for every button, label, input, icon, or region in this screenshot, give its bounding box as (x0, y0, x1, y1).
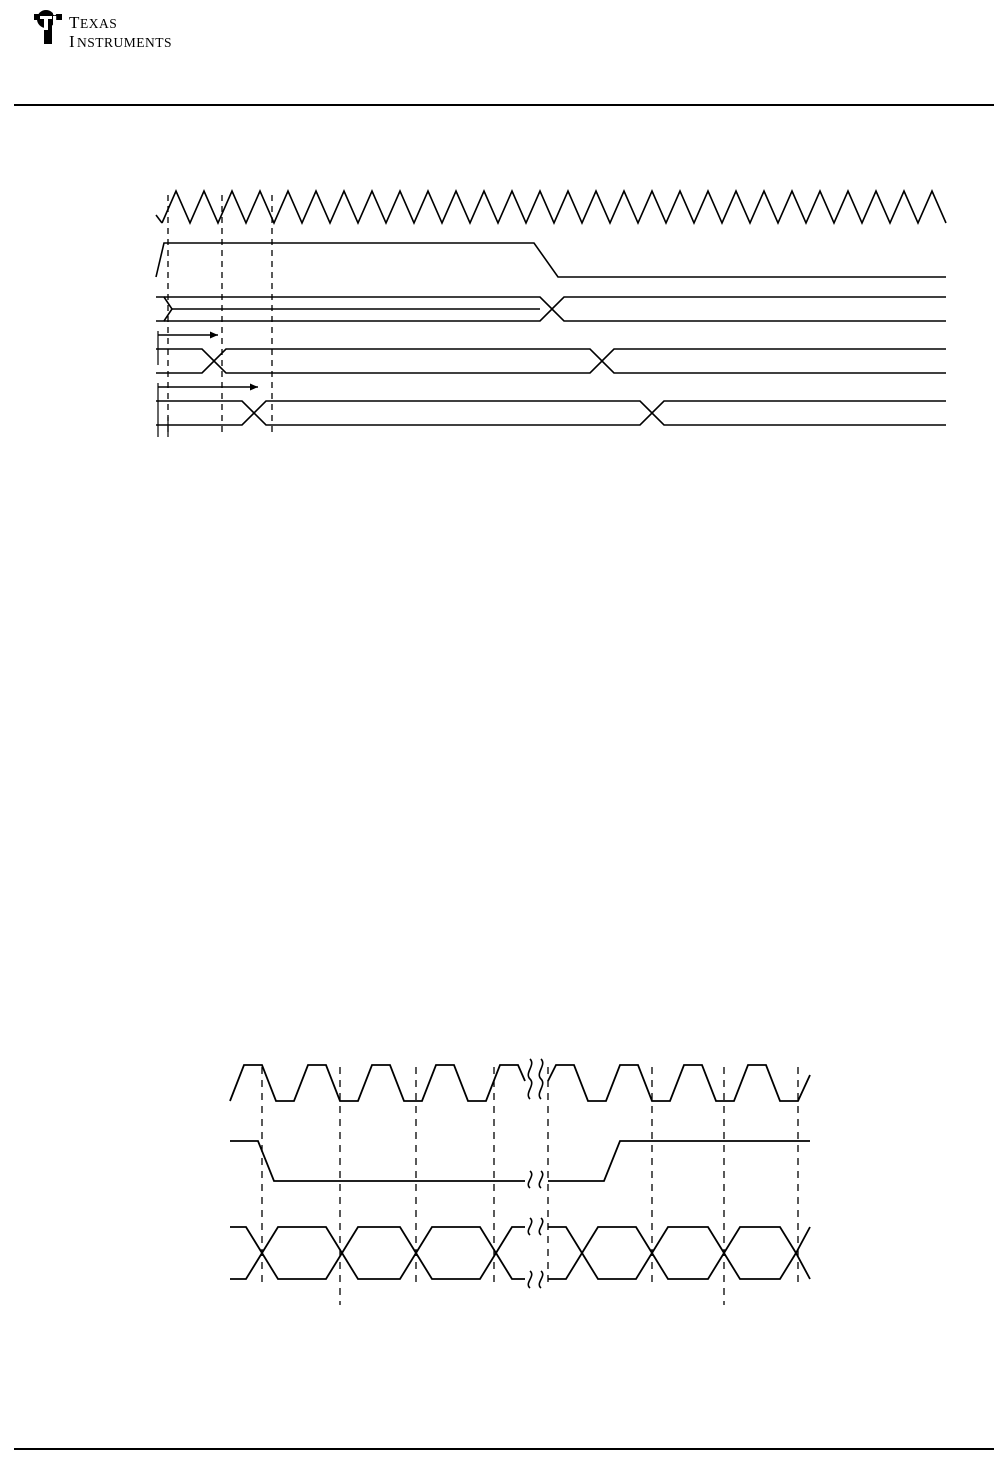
ti-wordmark (69, 13, 172, 51)
header-divider (14, 104, 994, 106)
signal-strobe-level (230, 1141, 810, 1188)
svg-text:T: T (69, 13, 80, 32)
svg-text:EXAS: EXAS (80, 16, 118, 31)
signal-enable-level (156, 243, 946, 277)
baseline-ticks (158, 417, 168, 437)
signal-bus-2 (156, 349, 946, 373)
timing-diagram-bottom (200, 1015, 880, 1315)
signal-clock-waveform-2 (230, 1059, 810, 1101)
signal-clock-waveform (156, 191, 946, 223)
break-symbol-clock (528, 1059, 542, 1099)
footer-divider (14, 1448, 994, 1450)
break-symbol-level (528, 1171, 542, 1188)
ti-symbol (34, 10, 62, 44)
svg-text:I: I (69, 32, 76, 51)
signal-data-bus (230, 1218, 810, 1288)
signal-bus-3 (156, 401, 946, 425)
texas-instruments-logo (22, 10, 222, 54)
svg-text:NSTRUMENTS: NSTRUMENTS (77, 35, 173, 50)
signal-bus-1 (156, 297, 946, 321)
timing-diagram-top (120, 165, 970, 465)
delay-arrow-2 (158, 383, 258, 417)
break-symbol-bus (528, 1218, 542, 1288)
delay-arrow-1 (158, 331, 218, 365)
